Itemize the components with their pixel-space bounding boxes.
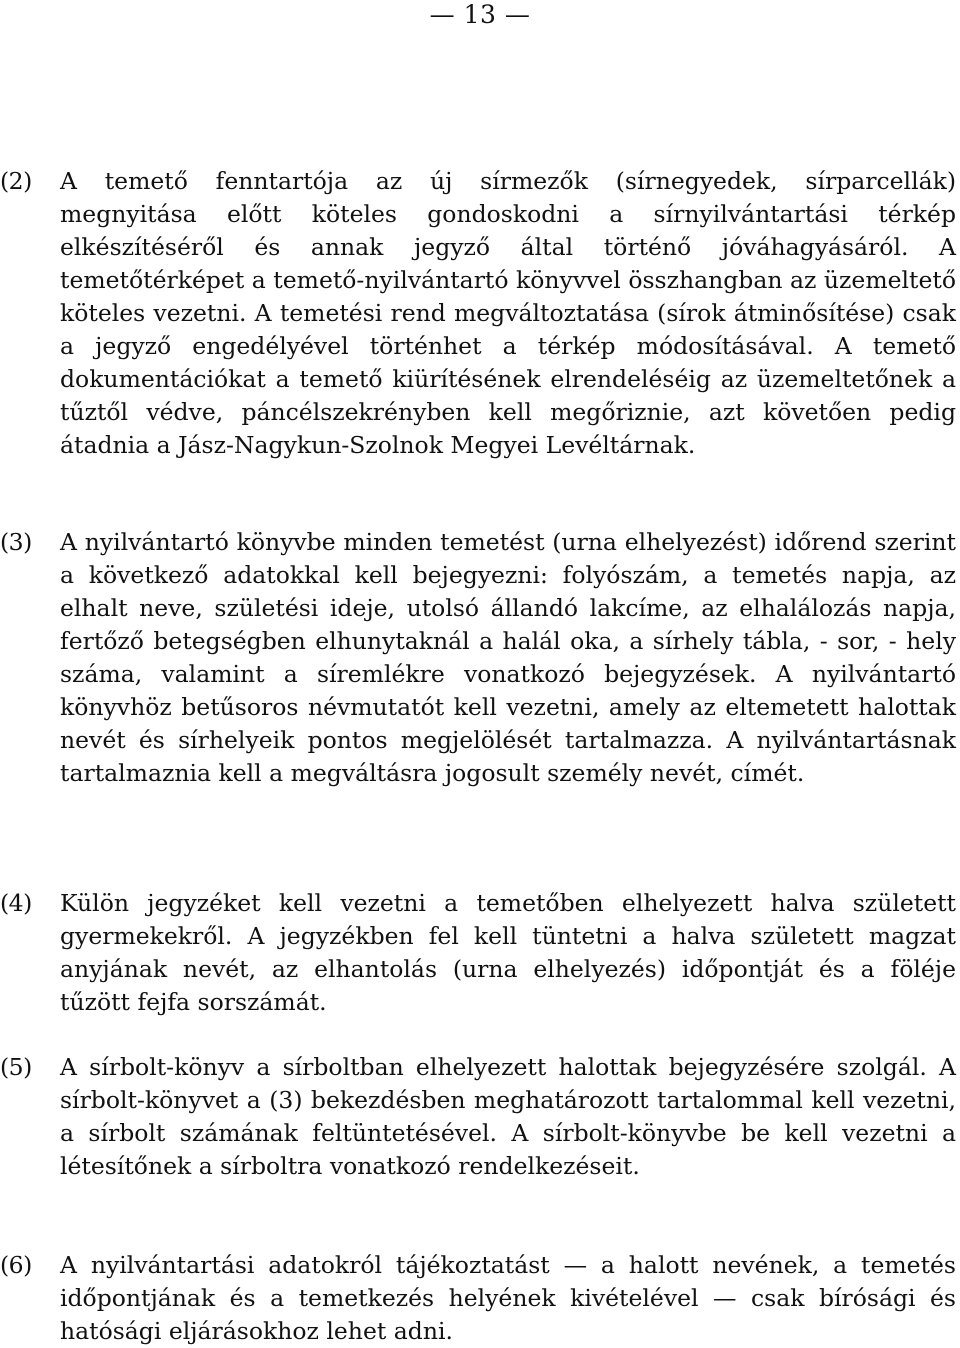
paragraph-text: A sírbolt-könyv a sírboltban elhelyezett halottak bejegyzésére szolgál. A sírbolt-könyvet a (3) bekezdésben meghatározott tartalommal kell vezetni, a sírbolt számának feltüntetésével. A sírbolt-könyvbe be kell vezetni a létesítőnek a sírboltra vonatkozó rendelkezéseit. bbox=[60, 1053, 956, 1180]
paragraph-6 bbox=[0, 1249, 956, 1348]
paragraph-number: (3) bbox=[0, 528, 32, 556]
paragraph-5 bbox=[0, 1051, 956, 1183]
paragraph-number: (4) bbox=[0, 889, 32, 917]
paragraph-number: (6) bbox=[0, 1251, 32, 1279]
paragraph-text: Külön jegyzéket kell vezetni a temetőben elhelyezett halva született gyermekekről. A jegyzékben fel kell tüntetni a halva született magzat anyjának nevét, az elhantolás (urna elhelyezés) időpontját és a föléje tűzött fejfa sorszámát. bbox=[60, 889, 956, 1016]
paragraph-4 bbox=[0, 887, 956, 1019]
paragraph-text: A nyilvántartó könyvbe minden temetést (urna elhelyezést) időrend szerint a következő adatokkal kell bejegyezni: folyószám, a temetés napja, az elhalt neve, születési ideje, utolsó állandó lakcíme, az elhalálozás napja, fertőző betegségben elhunytaknál a halál oka, a sírhely tábla, - sor, - hely száma, valamint a síremlékre vonatkozó bejegyzések. A nyilvántartó könyvhöz betűsoros névmutatót kell vezetni, amely az eltemetett halottak nevét és sírhelyeik pontos megjelölését tartalmazza. A nyilvántartásnak tartalmaznia kell a megváltásra jogosult személy nevét, címét. bbox=[60, 528, 956, 787]
paragraph-number: (5) bbox=[0, 1053, 32, 1081]
paragraph-text: A temető fenntartója az új sírmezők (sírnegyedek, sírparcellák) megnyitása előtt köteles gondoskodni a sírnyilvántartási térkép elkészítéséről és annak jegyző által történő jóváhagyásáról. A temetőtérképet a temető-nyilvántartó könyvvel összhangban az üzemeltető köteles vezetni. A temetési rend megváltoztatása (sírok átminősítése) csak a jegyző engedélyével történhet a térkép módosításával. A temető dokumentációkat a temető kiürítésének elrendeléséig az üzemeltetőnek a tűztől védve, páncélszekrényben kell megőriznie, azt követően pedig átadnia a Jász-Nagykun-Szolnok Megyei Levéltárnak. bbox=[60, 167, 956, 459]
paragraph-2 bbox=[0, 165, 956, 462]
page-number: — 13 — bbox=[429, 0, 531, 29]
paragraph-number: (2) bbox=[0, 167, 32, 195]
paragraph-3 bbox=[0, 526, 956, 790]
paragraph-text: A nyilvántartási adatokról tájékoztatást — a halott nevének, a temetés időpontjának és a temetkezés helyének kivételével — csak bírósági és hatósági eljárásokhoz lehet adni. bbox=[60, 1251, 956, 1345]
